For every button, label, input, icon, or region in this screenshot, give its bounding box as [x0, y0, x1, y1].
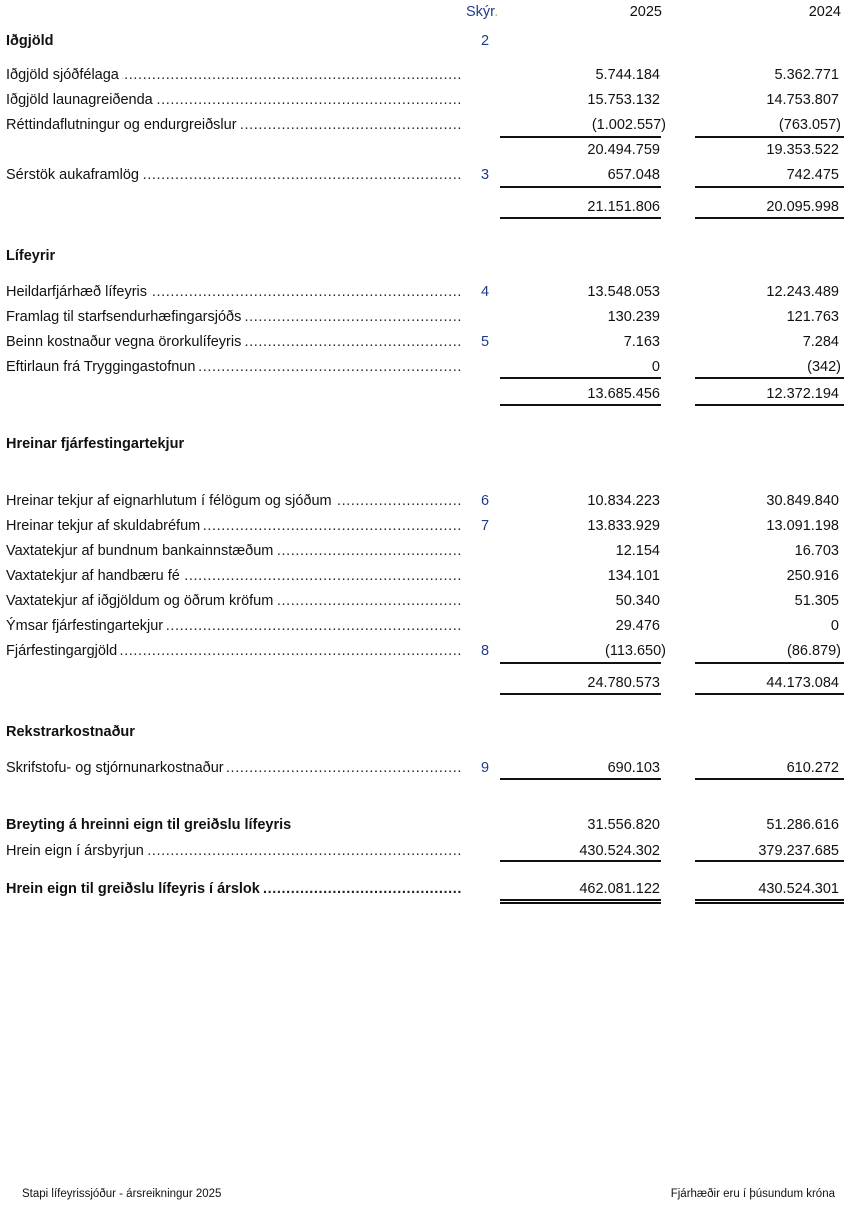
table-row	[0, 640, 857, 662]
value-2024: 12.243.489	[766, 284, 839, 300]
row-label: Réttindaflutningur og endurgreiðslur	[6, 117, 240, 133]
value-2024: 51.305	[794, 593, 839, 609]
value-2024: 14.753.807	[766, 92, 839, 108]
row-label: Ýmsar fjárfestingartekjur	[6, 618, 166, 634]
heading-text: Lífeyrir	[6, 248, 56, 264]
row-label: Heildarfjárhæð lífeyris	[6, 284, 150, 300]
value-2024: 610.272	[786, 760, 839, 776]
table-row	[0, 114, 857, 136]
row-label: Vaxtatekjur af handbæru fé	[6, 568, 183, 584]
table-row	[0, 306, 857, 328]
value-2024: 44.173.084	[766, 675, 839, 691]
total-row	[0, 672, 857, 694]
value-2024: 30.849.840	[766, 493, 839, 509]
row-label: Vaxtatekjur af iðgjöldum og öðrum kröfum	[6, 593, 276, 609]
value-2025: 13.833.929	[587, 518, 660, 534]
note-header-dot: .	[494, 4, 499, 20]
value-2024: 19.353.522	[766, 142, 839, 158]
rule	[695, 217, 844, 219]
value-2025: 5.744.184	[595, 67, 660, 83]
value-2025: 657.048	[607, 167, 660, 183]
rule	[500, 136, 661, 138]
rule	[695, 662, 844, 664]
rule	[695, 693, 844, 695]
table-row	[0, 540, 857, 562]
section-heading-operating	[0, 721, 857, 743]
rule	[500, 860, 661, 862]
row-label: Skrifstofu- og stjórnunarkostnaður	[6, 760, 227, 776]
row-label: Beinn kostnaður vegna örorkulífeyris	[6, 334, 244, 350]
section-heading-contributions	[0, 30, 857, 52]
row-label: Hrein eign til greiðslu lífeyris í árslok	[6, 881, 263, 897]
table-row	[0, 590, 857, 612]
value-2024: 0	[830, 618, 839, 634]
heading-text: Iðgjöld	[6, 33, 54, 49]
rule	[695, 186, 844, 188]
value-2025: 134.101	[607, 568, 660, 584]
table-row	[0, 331, 857, 353]
value-2025: 430.524.302	[579, 843, 660, 859]
value-2025: 12.154	[615, 543, 660, 559]
row-label: Fjárfestingargjöld	[6, 643, 120, 659]
value-2024: 430.524.301	[758, 881, 839, 897]
column-header-note	[466, 4, 498, 20]
value-2024: 121.763	[786, 309, 839, 325]
value-2024: 379.237.685	[758, 843, 839, 859]
row-label: Iðgjöld launagreiðenda	[6, 92, 156, 108]
value-2025: 130.239	[607, 309, 660, 325]
rule	[695, 136, 844, 138]
table-row	[0, 565, 857, 587]
table-row	[0, 64, 857, 86]
value-2025: 0	[651, 359, 660, 375]
rule	[500, 693, 661, 695]
column-header-2025: 2025	[629, 4, 662, 20]
value-2024: (763.057)	[778, 117, 841, 133]
row-label: Hreinar tekjur af skuldabréfum	[6, 518, 203, 534]
table-row	[0, 490, 857, 512]
rule	[695, 860, 844, 862]
rule	[500, 217, 661, 219]
heading-text: Breyting á hreinni eign til greiðslu lífeyris	[6, 817, 292, 833]
value-2025: 21.151.806	[587, 199, 660, 215]
value-2025: 24.780.573	[587, 675, 660, 691]
section-heading-pensions	[0, 245, 857, 267]
row-label: Sérstök aukaframlög	[6, 167, 142, 183]
value-2025: 13.685.456	[587, 386, 660, 402]
note-ref: 2	[480, 33, 490, 49]
value-2025: (113.650)	[605, 643, 666, 659]
value-2025: 13.548.053	[587, 284, 660, 300]
table-row	[0, 164, 857, 186]
closing-balance-row	[0, 878, 857, 900]
double-rule	[500, 899, 661, 904]
note-ref: 4	[480, 284, 490, 300]
note-ref: 7	[480, 518, 490, 534]
row-label: Eftirlaun frá Tryggingastofnun	[6, 359, 198, 375]
value-2025: 7.163	[623, 334, 660, 350]
value-2024: 7.284	[802, 334, 839, 350]
note-ref: 6	[480, 493, 490, 509]
value-2024: 742.475	[786, 167, 839, 183]
table-row	[0, 515, 857, 537]
value-2024: 12.372.194	[766, 386, 839, 402]
value-2025: 462.081.122	[579, 881, 660, 897]
value-2025: 29.476	[615, 618, 660, 634]
rule	[695, 377, 844, 379]
heading-text: Rekstrarkostnaður	[6, 724, 135, 740]
opening-balance-row	[0, 840, 857, 862]
note-ref: 5	[480, 334, 490, 350]
row-label: Hrein eign í ársbyrjun	[6, 843, 147, 859]
total-row	[0, 196, 857, 218]
note-ref: 3	[480, 167, 490, 183]
value-2024: 5.362.771	[774, 67, 839, 83]
value-2025: 50.340	[615, 593, 660, 609]
value-2024: 16.703	[794, 543, 839, 559]
note-header-label: Skýr	[466, 4, 495, 20]
subtotal-row	[0, 139, 857, 161]
value-2025: (1.002.557)	[591, 117, 666, 133]
row-label: Iðgjöld sjóðfélaga	[6, 67, 122, 83]
value-2024: (342)	[807, 359, 841, 375]
row-label: Vaxtatekjur af bundnum bankainnstæðum	[6, 543, 276, 559]
value-2024: 13.091.198	[766, 518, 839, 534]
total-row	[0, 383, 857, 405]
column-header-2024: 2024	[808, 4, 841, 20]
rule	[500, 778, 661, 780]
rule	[500, 662, 661, 664]
rule	[695, 404, 844, 406]
rule	[500, 404, 661, 406]
value-2024: 250.916	[786, 568, 839, 584]
value-2025: 15.753.132	[587, 92, 660, 108]
footer-document-title: Stapi lífeyrissjóður - ársreikningur 2025	[22, 1188, 222, 1200]
value-2025: 20.494.759	[587, 142, 660, 158]
rule	[500, 377, 661, 379]
row-label: Hreinar tekjur af eignarhlutum í félögum og sjóðum	[6, 493, 335, 509]
table-row	[0, 757, 857, 779]
value-2024: (86.879)	[786, 643, 841, 659]
note-ref: 9	[480, 760, 490, 776]
table-row	[0, 356, 857, 378]
table-row	[0, 89, 857, 111]
heading-text: Hreinar fjárfestingartekjur	[6, 436, 185, 452]
value-2024: 20.095.998	[766, 199, 839, 215]
double-rule	[695, 899, 844, 904]
value-2025: 690.103	[607, 760, 660, 776]
value-2024: 51.286.616	[766, 817, 839, 833]
table-row	[0, 615, 857, 637]
note-ref: 8	[480, 643, 490, 659]
rule	[500, 186, 661, 188]
table-row	[0, 281, 857, 303]
value-2025: 31.556.820	[587, 817, 660, 833]
row-label: Framlag til starfsendurhæfingarsjóðs	[6, 309, 244, 325]
rule	[695, 778, 844, 780]
change-row	[0, 814, 857, 836]
footer-currency-note: Fjárhæðir eru í þúsundum króna	[670, 1188, 835, 1200]
section-heading-investment	[0, 433, 857, 455]
value-2025: 10.834.223	[587, 493, 660, 509]
